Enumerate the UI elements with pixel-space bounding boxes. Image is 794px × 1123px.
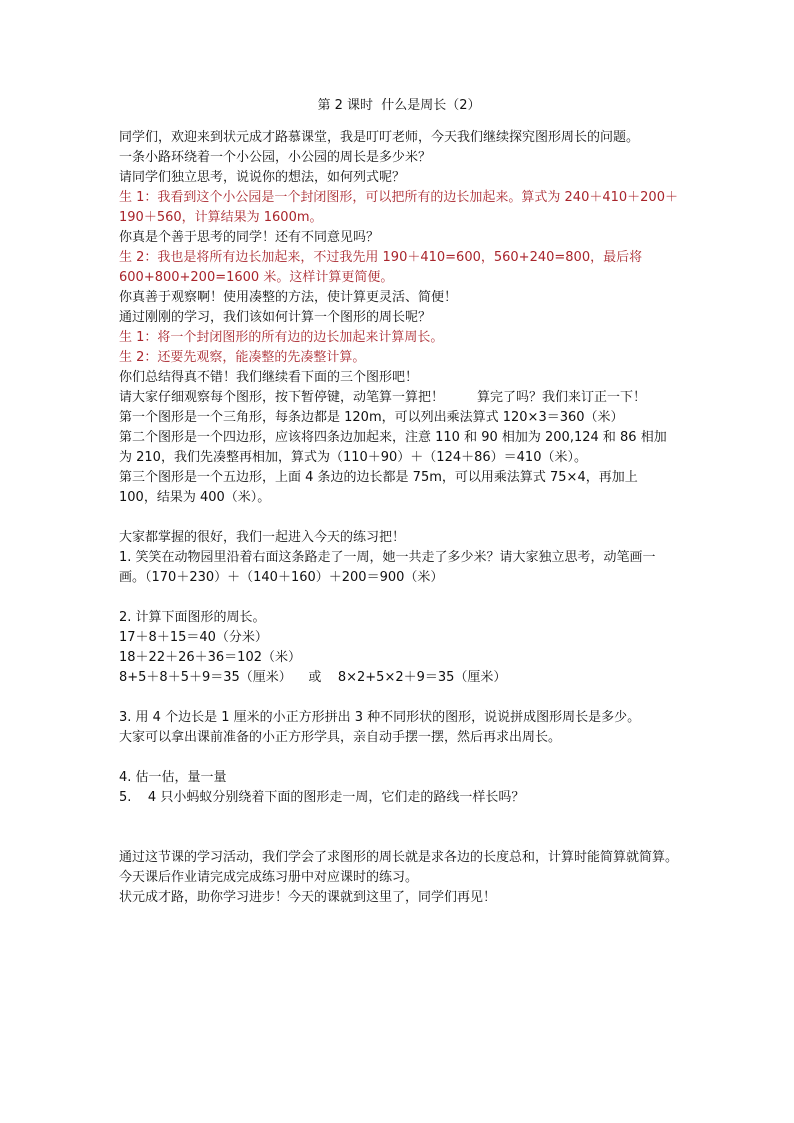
spacer — [119, 588, 679, 608]
spacer — [119, 748, 679, 768]
exercise-2-answer-b: 18＋22＋26＋36＝102（米） — [119, 650, 301, 665]
exercise-1: 1. 笑笑在动物园里沿着右面这条路走了一周，她一共走了多少米？请大家独立思考，动笔画一画。（170＋230）＋（140＋160）＋200＝900（米） — [119, 550, 656, 585]
exercise-3-instruction: 大家可以拿出课前准备的小正方形学具，亲自动手摆一摆，然后再求出周长。 — [119, 730, 562, 745]
teacher-praise: 你真善于观察啊！使用凑整的方法，使计算更灵活、简便！ — [119, 290, 458, 305]
intro-line: 同学们，欢迎来到状元成才路慕课堂，我是叮叮老师，今天我们继续探究图形周长的问题。 — [119, 130, 640, 145]
lesson-summary: 通过这节课的学习活动，我们学会了求图形的周长就是求各边的长度总和，计算时能简算就简算。 — [119, 850, 679, 865]
exercise-2-answer-a: 17＋8＋15＝40（分米） — [119, 630, 268, 645]
spacer — [119, 688, 679, 708]
shape-1-explanation: 第一个图形是一个三角形，每条边都是 120m，可以列出乘法算式 120×3＝360（米） — [119, 410, 624, 425]
document-page — [119, 96, 679, 908]
pause-instruction: 请大家仔细观察每个图形，按下暂停键，动笔算一算把！ 算完了吗？我们来订正一下！ — [119, 390, 647, 405]
lesson-title: 第 2 课时 什么是周长（2） — [317, 98, 481, 113]
transition-line: 你们总结得真不错！我们继续看下面的三个图形吧！ — [119, 370, 419, 385]
exercise-2-heading: 2. 计算下面图形的周长。 — [119, 610, 266, 625]
student-2-summary: 生 2：还要先观察，能凑整的先凑整计算。 — [119, 350, 366, 365]
exercise-5: 5. 4 只小蚂蚁分别绕着下面的图形走一周，它们走的路线一样长吗？ — [119, 790, 525, 805]
summary-question: 通过刚刚的学习，我们该如何计算一个图形的周长呢？ — [119, 310, 432, 325]
exercise-2-answer-c: 8+5＋8＋5＋9＝35（厘米） 或 8×2+5×2＋9＝35（厘米） — [119, 670, 507, 685]
spacer — [119, 808, 679, 848]
student-2-answer: 生 2：我也是将所有边长加起来，不过我先用 190＋410=600，560+240=800，最后将600+800+200=1600 米。这样计算更简便。 — [119, 250, 643, 285]
student-1-summary: 生 1：将一个封闭图形的所有边的边长加起来计算周长。 — [119, 330, 444, 345]
exercise-4: 4. 估一估，量一量 — [119, 770, 227, 785]
exercise-3: 3. 用 4 个边长是 1 厘米的小正方形拼出 3 种不同形状的图形，说说拼成图形周长是多少。 — [119, 710, 641, 725]
practice-intro: 大家都掌握的很好，我们一起进入今天的练习把！ — [119, 530, 406, 545]
homework-line: 今天课后作业请完成完成练习册中对应课时的练习。 — [119, 870, 419, 885]
question-line: 一条小路环绕着一个小公园，小公园的周长是多少米？ — [119, 150, 432, 165]
teacher-reply: 你真是个善于思考的同学！还有不同意见吗？ — [119, 230, 380, 245]
closing-line: 状元成才路，助你学习进步！今天的课就到这里了，同学们再见！ — [119, 890, 497, 905]
prompt-line: 请同学们独立思考，说说你的想法，如何列式呢？ — [119, 170, 406, 185]
student-1-answer: 生 1：我看到这个小公园是一个封闭图形，可以把所有的边长加起来。算式为 240＋410＋200＋190＋560，计算结果为 1600m。 — [119, 190, 678, 225]
shape-2-explanation: 第二个图形是一个四边形，应该将四条边加起来，注意 110 和 90 相加为 200,124 和 86 相加为 210，我们先凑整再相加，算式为（110＋90）＋（124＋86）＝410（米）。 — [119, 430, 667, 465]
spacer — [119, 508, 679, 528]
shape-3-explanation: 第三个图形是一个五边形，上面 4 条边的边长都是 75m，可以用乘法算式 75×4，再加上 100，结果为 400（米）。 — [119, 470, 642, 505]
